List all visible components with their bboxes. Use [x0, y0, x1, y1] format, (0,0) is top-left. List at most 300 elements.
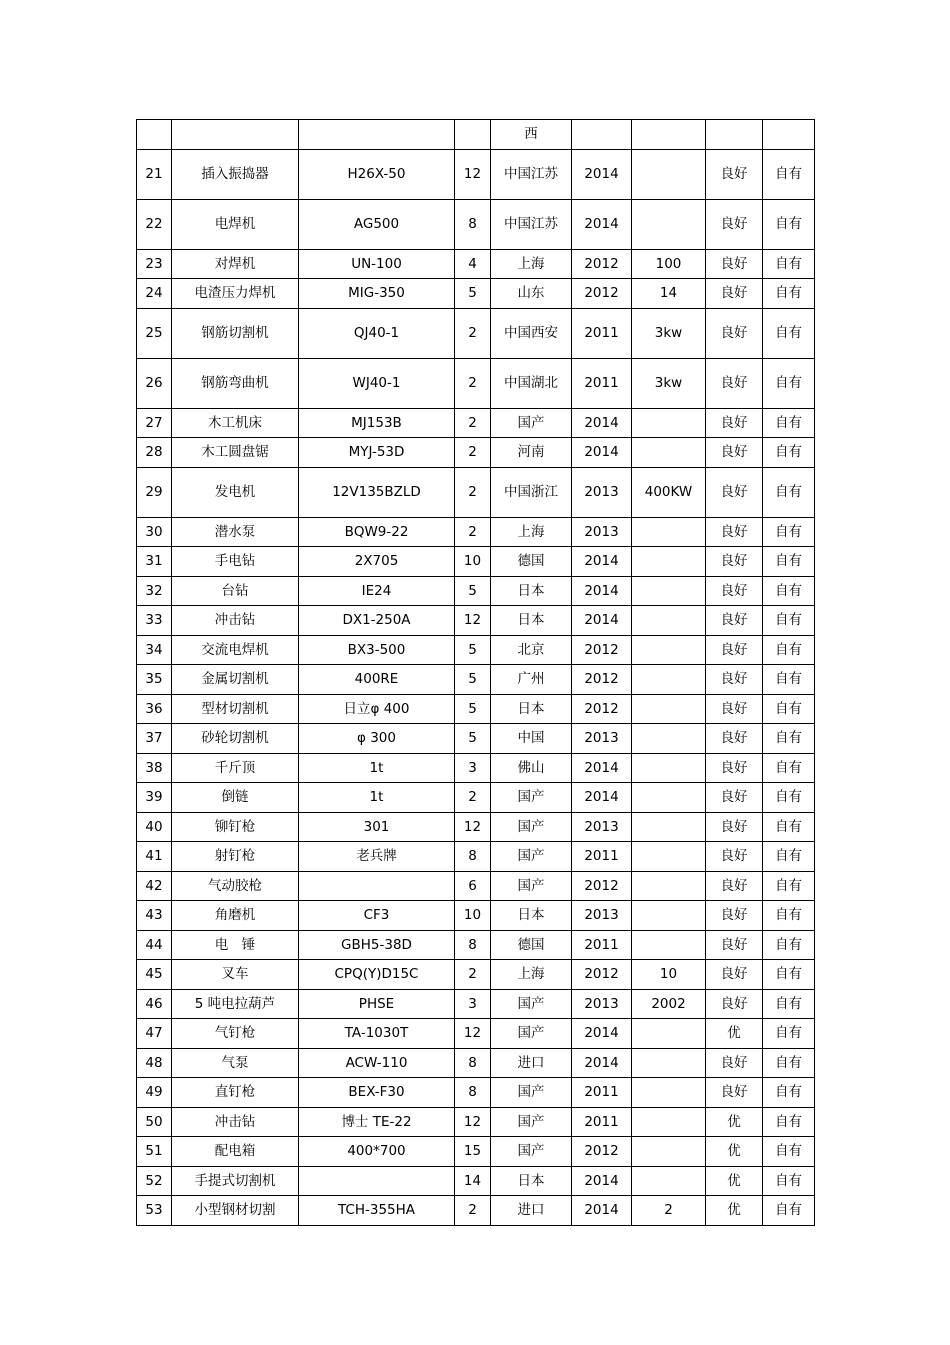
- cell-model: MYJ-53D: [299, 438, 455, 468]
- table-row: [137, 1048, 815, 1078]
- cell-name: 砂轮切割机: [172, 724, 299, 754]
- cell-model: WJ40-1: [299, 358, 455, 408]
- cell-model: 2X705: [299, 547, 455, 577]
- cell-model: H26X-50: [299, 149, 455, 199]
- cell-condition: 良好: [706, 249, 763, 279]
- cell-name: 发电机: [172, 467, 299, 517]
- cell-index: 42: [137, 871, 172, 901]
- cell-power: [632, 438, 706, 468]
- cell-index: 26: [137, 358, 172, 408]
- cell-ownership: 自有: [763, 576, 815, 606]
- cell-name: 配电箱: [172, 1137, 299, 1167]
- cell-power: [632, 606, 706, 636]
- cell-name: 直钉枪: [172, 1078, 299, 1108]
- cell-model: [299, 120, 455, 150]
- cell-origin: 河南: [491, 438, 572, 468]
- cell-name: 铆钉枪: [172, 812, 299, 842]
- cell-condition: [706, 120, 763, 150]
- cell-year: 2011: [572, 308, 632, 358]
- cell-model: [299, 871, 455, 901]
- cell-condition: 良好: [706, 724, 763, 754]
- cell-qty: 8: [455, 1078, 491, 1108]
- cell-index: 30: [137, 517, 172, 547]
- cell-power: 14: [632, 279, 706, 309]
- cell-name: 电渣压力焊机: [172, 279, 299, 309]
- cell-index: 37: [137, 724, 172, 754]
- cell-name: 交流电焊机: [172, 635, 299, 665]
- cell-qty: 2: [455, 960, 491, 990]
- cell-model: BX3-500: [299, 635, 455, 665]
- cell-index: 45: [137, 960, 172, 990]
- cell-ownership: 自有: [763, 694, 815, 724]
- cell-origin: 国产: [491, 842, 572, 872]
- cell-index: 50: [137, 1107, 172, 1137]
- cell-name: 台钻: [172, 576, 299, 606]
- cell-model: TA-1030T: [299, 1019, 455, 1049]
- cell-origin: 国产: [491, 812, 572, 842]
- cell-name: [172, 120, 299, 150]
- cell-name: 插入振捣器: [172, 149, 299, 199]
- cell-year: 2014: [572, 408, 632, 438]
- cell-ownership: 自有: [763, 149, 815, 199]
- cell-year: 2013: [572, 517, 632, 547]
- cell-qty: 14: [455, 1166, 491, 1196]
- cell-index: 27: [137, 408, 172, 438]
- cell-name: 潜水泵: [172, 517, 299, 547]
- cell-ownership: 自有: [763, 724, 815, 754]
- cell-index: [137, 120, 172, 150]
- cell-qty: 2: [455, 358, 491, 408]
- cell-origin: 上海: [491, 249, 572, 279]
- table-row: [137, 930, 815, 960]
- cell-origin: 北京: [491, 635, 572, 665]
- cell-condition: 良好: [706, 358, 763, 408]
- cell-ownership: 自有: [763, 989, 815, 1019]
- cell-condition: 良好: [706, 576, 763, 606]
- cell-index: 36: [137, 694, 172, 724]
- cell-qty: 2: [455, 783, 491, 813]
- cell-ownership: 自有: [763, 606, 815, 636]
- cell-power: 400KW: [632, 467, 706, 517]
- cell-year: 2012: [572, 635, 632, 665]
- cell-power: [632, 724, 706, 754]
- table-row: [137, 871, 815, 901]
- cell-year: 2012: [572, 249, 632, 279]
- cell-origin: 进口: [491, 1196, 572, 1226]
- cell-qty: 6: [455, 871, 491, 901]
- cell-year: 2012: [572, 1137, 632, 1167]
- cell-year: 2014: [572, 438, 632, 468]
- cell-power: 2002: [632, 989, 706, 1019]
- cell-name: 冲击钻: [172, 606, 299, 636]
- cell-qty: 5: [455, 635, 491, 665]
- cell-origin: 佛山: [491, 753, 572, 783]
- cell-year: 2014: [572, 1048, 632, 1078]
- cell-model: 老兵牌: [299, 842, 455, 872]
- table-row: [137, 517, 815, 547]
- cell-name: 气钉枪: [172, 1019, 299, 1049]
- cell-ownership: 自有: [763, 901, 815, 931]
- cell-model: MIG-350: [299, 279, 455, 309]
- cell-origin: 上海: [491, 517, 572, 547]
- cell-index: 28: [137, 438, 172, 468]
- cell-index: 29: [137, 467, 172, 517]
- cell-year: 2011: [572, 930, 632, 960]
- cell-origin: 中国西安: [491, 308, 572, 358]
- table-body: [137, 120, 815, 1226]
- cell-model: [299, 1166, 455, 1196]
- cell-model: CF3: [299, 901, 455, 931]
- cell-model: 12V135BZLD: [299, 467, 455, 517]
- cell-power: [632, 901, 706, 931]
- cell-condition: 良好: [706, 149, 763, 199]
- cell-qty: 5: [455, 279, 491, 309]
- cell-year: 2011: [572, 1107, 632, 1137]
- cell-ownership: 自有: [763, 358, 815, 408]
- cell-index: 21: [137, 149, 172, 199]
- cell-index: 52: [137, 1166, 172, 1196]
- table-row: [137, 606, 815, 636]
- table-row: [137, 1137, 815, 1167]
- cell-origin: 日本: [491, 576, 572, 606]
- cell-name: 金属切割机: [172, 665, 299, 695]
- cell-ownership: 自有: [763, 1048, 815, 1078]
- cell-condition: 良好: [706, 547, 763, 577]
- cell-ownership: 自有: [763, 1137, 815, 1167]
- cell-name: 对焊机: [172, 249, 299, 279]
- cell-year: 2014: [572, 1196, 632, 1226]
- table-row: [137, 812, 815, 842]
- cell-index: 33: [137, 606, 172, 636]
- cell-year: 2012: [572, 694, 632, 724]
- cell-model: UN-100: [299, 249, 455, 279]
- table-row: [137, 1019, 815, 1049]
- table-row: [137, 408, 815, 438]
- cell-origin: 上海: [491, 960, 572, 990]
- cell-condition: 良好: [706, 960, 763, 990]
- equipment-table: [136, 119, 815, 1226]
- cell-model: 400RE: [299, 665, 455, 695]
- cell-name: 5 吨电拉葫芦: [172, 989, 299, 1019]
- cell-model: CPQ(Y)D15C: [299, 960, 455, 990]
- cell-power: [632, 576, 706, 606]
- cell-origin: 国产: [491, 871, 572, 901]
- cell-name: 手提式切割机: [172, 1166, 299, 1196]
- cell-condition: 良好: [706, 901, 763, 931]
- cell-origin: 进口: [491, 1048, 572, 1078]
- cell-index: 35: [137, 665, 172, 695]
- cell-model: IE24: [299, 576, 455, 606]
- cell-power: [632, 1166, 706, 1196]
- cell-index: 44: [137, 930, 172, 960]
- cell-index: 49: [137, 1078, 172, 1108]
- cell-model: 博士 TE-22: [299, 1107, 455, 1137]
- cell-power: [632, 1019, 706, 1049]
- cell-year: 2011: [572, 1078, 632, 1108]
- table-row: [137, 1107, 815, 1137]
- table-row: [137, 438, 815, 468]
- cell-name: 钢筋切割机: [172, 308, 299, 358]
- table-row: [137, 901, 815, 931]
- cell-model: BEX-F30: [299, 1078, 455, 1108]
- cell-condition: 优: [706, 1107, 763, 1137]
- cell-index: 47: [137, 1019, 172, 1049]
- cell-condition: 良好: [706, 517, 763, 547]
- cell-condition: 优: [706, 1137, 763, 1167]
- cell-power: [632, 547, 706, 577]
- cell-model: QJ40-1: [299, 308, 455, 358]
- cell-qty: 15: [455, 1137, 491, 1167]
- cell-index: 34: [137, 635, 172, 665]
- cell-origin: 国产: [491, 1107, 572, 1137]
- cell-year: 2013: [572, 901, 632, 931]
- cell-year: 2014: [572, 199, 632, 249]
- cell-ownership: 自有: [763, 812, 815, 842]
- cell-model: GBH5-38D: [299, 930, 455, 960]
- cell-qty: 3: [455, 989, 491, 1019]
- cell-power: [632, 1048, 706, 1078]
- cell-power: [632, 694, 706, 724]
- cell-year: 2014: [572, 1166, 632, 1196]
- cell-name: 手电钻: [172, 547, 299, 577]
- cell-power: [632, 635, 706, 665]
- cell-qty: 12: [455, 149, 491, 199]
- cell-model: ACW-110: [299, 1048, 455, 1078]
- cell-origin: 中国江苏: [491, 149, 572, 199]
- cell-index: 53: [137, 1196, 172, 1226]
- cell-ownership: 自有: [763, 871, 815, 901]
- cell-power: [632, 149, 706, 199]
- cell-year: 2013: [572, 989, 632, 1019]
- cell-power: [632, 517, 706, 547]
- cell-power: 2: [632, 1196, 706, 1226]
- cell-qty: [455, 120, 491, 150]
- cell-year: 2013: [572, 724, 632, 754]
- cell-name: 小型钢材切割: [172, 1196, 299, 1226]
- cell-condition: 良好: [706, 1078, 763, 1108]
- cell-condition: 良好: [706, 467, 763, 517]
- cell-name: 型材切割机: [172, 694, 299, 724]
- cell-name: 倒链: [172, 783, 299, 813]
- cell-ownership: 自有: [763, 249, 815, 279]
- cell-origin: 山东: [491, 279, 572, 309]
- cell-ownership: 自有: [763, 960, 815, 990]
- table-row: [137, 279, 815, 309]
- cell-ownership: 自有: [763, 1166, 815, 1196]
- cell-qty: 12: [455, 606, 491, 636]
- cell-power: [632, 120, 706, 150]
- cell-year: 2014: [572, 576, 632, 606]
- cell-condition: 良好: [706, 635, 763, 665]
- table-row: [137, 1166, 815, 1196]
- cell-qty: 5: [455, 665, 491, 695]
- cell-year: 2012: [572, 279, 632, 309]
- cell-ownership: 自有: [763, 783, 815, 813]
- cell-qty: 2: [455, 308, 491, 358]
- cell-ownership: 自有: [763, 842, 815, 872]
- cell-index: 41: [137, 842, 172, 872]
- cell-name: 气泵: [172, 1048, 299, 1078]
- cell-name: 电 锤: [172, 930, 299, 960]
- cell-year: 2013: [572, 812, 632, 842]
- cell-qty: 3: [455, 753, 491, 783]
- cell-ownership: 自有: [763, 1019, 815, 1049]
- cell-model: φ 300: [299, 724, 455, 754]
- cell-index: 22: [137, 199, 172, 249]
- cell-power: [632, 753, 706, 783]
- cell-origin: 中国: [491, 724, 572, 754]
- cell-origin: 西: [491, 120, 572, 150]
- cell-ownership: 自有: [763, 1196, 815, 1226]
- cell-condition: 良好: [706, 606, 763, 636]
- cell-name: 电焊机: [172, 199, 299, 249]
- cell-ownership: 自有: [763, 517, 815, 547]
- cell-condition: 优: [706, 1196, 763, 1226]
- cell-ownership: 自有: [763, 635, 815, 665]
- cell-name: 冲击钻: [172, 1107, 299, 1137]
- cell-condition: 良好: [706, 783, 763, 813]
- cell-origin: 中国湖北: [491, 358, 572, 408]
- cell-index: 40: [137, 812, 172, 842]
- table-row: [137, 842, 815, 872]
- cell-qty: 2: [455, 1196, 491, 1226]
- cell-power: [632, 1107, 706, 1137]
- cell-model: 日立φ 400: [299, 694, 455, 724]
- cell-name: 木工圆盘锯: [172, 438, 299, 468]
- cell-power: 100: [632, 249, 706, 279]
- table-row: [137, 1078, 815, 1108]
- cell-ownership: 自有: [763, 1107, 815, 1137]
- cell-model: 1t: [299, 753, 455, 783]
- cell-name: 射钉枪: [172, 842, 299, 872]
- cell-year: 2014: [572, 753, 632, 783]
- cell-condition: 良好: [706, 842, 763, 872]
- cell-origin: 国产: [491, 1078, 572, 1108]
- cell-condition: 良好: [706, 408, 763, 438]
- cell-year: 2012: [572, 665, 632, 695]
- cell-qty: 10: [455, 901, 491, 931]
- cell-index: 25: [137, 308, 172, 358]
- table-row: [137, 149, 815, 199]
- cell-origin: 国产: [491, 408, 572, 438]
- cell-qty: 8: [455, 1048, 491, 1078]
- cell-condition: 良好: [706, 694, 763, 724]
- cell-origin: 国产: [491, 1137, 572, 1167]
- cell-condition: 良好: [706, 753, 763, 783]
- cell-model: 400*700: [299, 1137, 455, 1167]
- cell-condition: 良好: [706, 1048, 763, 1078]
- cell-qty: 2: [455, 467, 491, 517]
- cell-year: 2014: [572, 1019, 632, 1049]
- cell-power: [632, 199, 706, 249]
- cell-power: [632, 783, 706, 813]
- cell-qty: 5: [455, 576, 491, 606]
- cell-origin: 广州: [491, 665, 572, 695]
- cell-power: [632, 1137, 706, 1167]
- cell-ownership: [763, 120, 815, 150]
- cell-qty: 12: [455, 812, 491, 842]
- cell-condition: 良好: [706, 279, 763, 309]
- table-row: [137, 1196, 815, 1226]
- cell-power: 3kw: [632, 358, 706, 408]
- cell-power: [632, 930, 706, 960]
- cell-qty: 8: [455, 842, 491, 872]
- cell-qty: 5: [455, 694, 491, 724]
- cell-index: 51: [137, 1137, 172, 1167]
- cell-model: TCH-355HA: [299, 1196, 455, 1226]
- cell-year: 2011: [572, 358, 632, 408]
- cell-power: [632, 812, 706, 842]
- cell-power: [632, 842, 706, 872]
- cell-qty: 2: [455, 438, 491, 468]
- table-row: [137, 783, 815, 813]
- table-row: [137, 576, 815, 606]
- cell-qty: 12: [455, 1107, 491, 1137]
- cell-index: 38: [137, 753, 172, 783]
- cell-power: [632, 1078, 706, 1108]
- cell-power: [632, 871, 706, 901]
- cell-origin: 德国: [491, 547, 572, 577]
- cell-qty: 8: [455, 199, 491, 249]
- cell-origin: 日本: [491, 694, 572, 724]
- cell-origin: 国产: [491, 783, 572, 813]
- cell-year: 2011: [572, 842, 632, 872]
- cell-power: [632, 665, 706, 695]
- cell-model: AG500: [299, 199, 455, 249]
- cell-year: [572, 120, 632, 150]
- cell-index: 31: [137, 547, 172, 577]
- cell-index: 32: [137, 576, 172, 606]
- cell-year: 2014: [572, 149, 632, 199]
- table-row: [137, 358, 815, 408]
- table-row: [137, 665, 815, 695]
- cell-model: BQW9-22: [299, 517, 455, 547]
- cell-qty: 8: [455, 930, 491, 960]
- cell-ownership: 自有: [763, 279, 815, 309]
- table-row: [137, 694, 815, 724]
- cell-condition: 良好: [706, 989, 763, 1019]
- cell-index: 46: [137, 989, 172, 1019]
- cell-ownership: 自有: [763, 308, 815, 358]
- cell-ownership: 自有: [763, 665, 815, 695]
- cell-name: 叉车: [172, 960, 299, 990]
- cell-power: 3kw: [632, 308, 706, 358]
- cell-model: DX1-250A: [299, 606, 455, 636]
- cell-index: 39: [137, 783, 172, 813]
- cell-origin: 国产: [491, 1019, 572, 1049]
- cell-qty: 12: [455, 1019, 491, 1049]
- cell-qty: 5: [455, 724, 491, 754]
- table-row: [137, 753, 815, 783]
- cell-origin: 日本: [491, 901, 572, 931]
- table-row: [137, 635, 815, 665]
- cell-ownership: 自有: [763, 408, 815, 438]
- cell-ownership: 自有: [763, 1078, 815, 1108]
- cell-origin: 日本: [491, 606, 572, 636]
- table-row: [137, 308, 815, 358]
- cell-index: 23: [137, 249, 172, 279]
- cell-model: 301: [299, 812, 455, 842]
- cell-origin: 中国江苏: [491, 199, 572, 249]
- cell-year: 2012: [572, 871, 632, 901]
- cell-ownership: 自有: [763, 930, 815, 960]
- table-row: [137, 724, 815, 754]
- cell-model: MJ153B: [299, 408, 455, 438]
- cell-condition: 良好: [706, 308, 763, 358]
- cell-name: 木工机床: [172, 408, 299, 438]
- cell-ownership: 自有: [763, 547, 815, 577]
- cell-qty: 4: [455, 249, 491, 279]
